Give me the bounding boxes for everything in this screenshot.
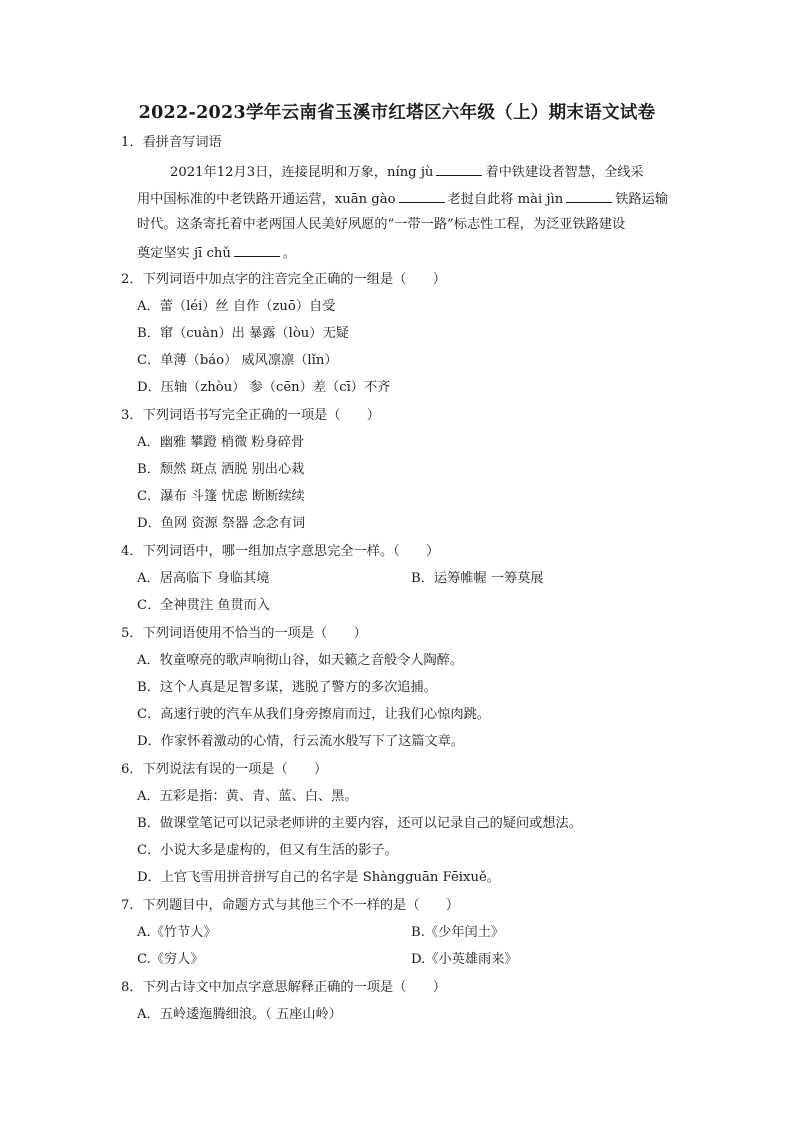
question-5-option-c[interactable]: C．高速行驶的汽车从我们身旁擦肩而过，让我们心惊肉跳。 bbox=[137, 707, 490, 722]
question-4-option-c[interactable]: C．全神贯注 鱼贯而入 bbox=[137, 598, 270, 613]
question-1-stem: 1．看拼音写词语 bbox=[121, 135, 222, 150]
question-3-option-c[interactable]: C．瀑布 斗篷 忧虑 断断续续 bbox=[137, 489, 305, 504]
question-2-option-c[interactable]: C．单薄（báo） 威风凛凛（lǐn） bbox=[137, 353, 338, 368]
question-7-option-d[interactable]: D.《小英雄雨来》 bbox=[411, 952, 518, 967]
question-5-option-b[interactable]: B．这个人真是足智多谋，逃脱了警方的多次追捕。 bbox=[137, 680, 437, 695]
question-2-option-b[interactable]: B．窜（cuàn）出 暴露（lòu）无疑 bbox=[137, 326, 349, 341]
question-3-stem: 3．下列词语书写完全正确的一项是（ ） bbox=[121, 408, 380, 423]
answer-blank[interactable] bbox=[436, 161, 482, 176]
question-2-option-a[interactable]: A．蕾（léi）丝 自作（zuō）自受 bbox=[137, 299, 336, 314]
question-4-stem: 4．下列词语中，哪一组加点字意思完全一样。（ ） bbox=[121, 544, 440, 559]
question-5-option-d[interactable]: D．作家怀着激动的心情，行云流水般写下了这篇文章。 bbox=[137, 734, 465, 749]
question-7-option-b[interactable]: B.《少年闰土》 bbox=[411, 925, 505, 940]
question-7-option-a[interactable]: A.《竹节人》 bbox=[137, 925, 217, 940]
question-1-passage-line-2: 用中国标准的中老铁路开通运营，xuān gào 老挝自此将 mài jìn 铁路运输 bbox=[137, 188, 675, 210]
question-6-option-a[interactable]: A．五彩是指：黄、青、蓝、白、黑。 bbox=[137, 789, 358, 804]
question-5-option-a[interactable]: A．牧童嘹亮的歌声响彻山谷，如天籁之音般令人陶醉。 bbox=[137, 653, 464, 668]
question-4-option-a[interactable]: A．居高临下 身临其境 bbox=[137, 571, 270, 586]
question-3-option-a[interactable]: A．幽雅 攀蹬 梢微 粉身碎骨 bbox=[137, 435, 305, 450]
question-6-option-b[interactable]: B．做课堂笔记可以记录老师讲的主要内容，还可以记录自己的疑问或想法。 bbox=[137, 816, 582, 831]
answer-blank[interactable] bbox=[566, 188, 612, 203]
question-8-stem: 8．下列古诗文中加点字意思解释正确的一项是（ ） bbox=[121, 980, 446, 995]
question-3-option-d[interactable]: D．鱼网 资源 祭器 念念有词 bbox=[137, 516, 306, 531]
question-6-option-c[interactable]: C．小说大多是虚构的，但又有生活的影子。 bbox=[137, 843, 398, 858]
answer-blank[interactable] bbox=[399, 188, 445, 203]
question-4-option-b[interactable]: B．运筹帷幄 一筹莫展 bbox=[411, 571, 544, 586]
page-title: 2022-2023学年云南省玉溪市红塔区六年级（上）期末语文试卷 bbox=[138, 103, 656, 123]
question-2-option-d[interactable]: D．压轴（zhòu） 参（cēn）差（cī）不齐 bbox=[137, 380, 391, 395]
question-2-stem: 2．下列词语中加点字的注音完全正确的一组是（ ） bbox=[121, 272, 446, 287]
question-8-option-a[interactable]: A．五岭逶迤腾细浪。（ 五座山岭） bbox=[137, 1007, 342, 1022]
question-6-stem: 6．下列说法有误的一项是（ ） bbox=[121, 762, 328, 777]
question-7-option-c[interactable]: C.《穷人》 bbox=[137, 952, 204, 967]
question-1-passage-line-3: 时代。这条寄托着中老两国人民美好夙愿的“一带一路”标志性工程，为泛亚铁路建设 bbox=[137, 217, 626, 232]
question-6-option-d[interactable]: D．上官飞雪用拼音拼写自己的名字是 Shàngguān Fēixuě。 bbox=[137, 870, 500, 885]
question-7-stem: 7．下列题目中，命题方式与其他三个不一样的是（ ） bbox=[121, 898, 460, 913]
question-3-option-b[interactable]: B．颓然 斑点 洒脱 别出心栽 bbox=[137, 462, 305, 477]
answer-blank[interactable] bbox=[234, 242, 280, 257]
question-1-passage-line-1: 2021年12月3日，连接昆明和万象，níng jù 着中铁建设者智慧，全线采 bbox=[170, 161, 708, 183]
question-5-stem: 5．下列词语使用不恰当的一项是（ ） bbox=[121, 626, 367, 641]
question-1-passage-line-4: 奠定坚实 jī chǔ 。 bbox=[137, 242, 675, 264]
